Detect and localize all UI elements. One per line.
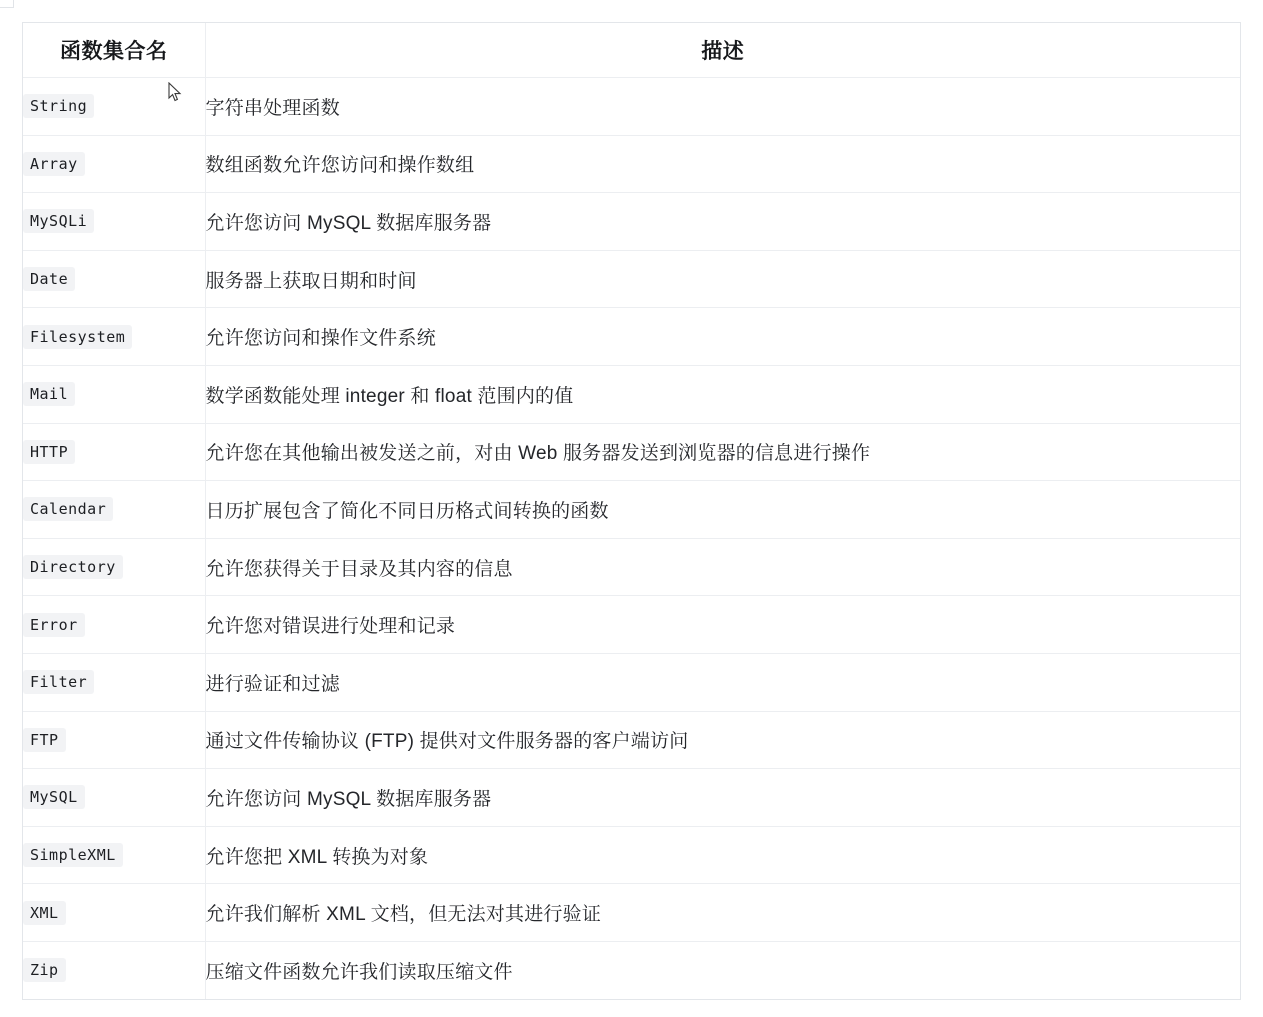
column-header-description: 描述 <box>205 23 1240 78</box>
cell-function-set-name <box>23 308 205 366</box>
function-set-code-label[interactable]: MySQLi <box>23 209 94 233</box>
cell-description: 允许您把 XML 转换为对象 <box>205 826 1240 884</box>
cell-description: 允许您在其他输出被发送之前，对由 Web 服务器发送到浏览器的信息进行操作 <box>205 423 1240 481</box>
function-set-code-label[interactable]: Calendar <box>23 497 113 521</box>
cell-function-set-name <box>23 538 205 596</box>
cell-function-set-name <box>23 135 205 193</box>
cell-function-set-name <box>23 596 205 654</box>
cell-description: 数学函数能处理 integer 和 float 范围内的值 <box>205 365 1240 423</box>
table-row <box>23 423 1240 481</box>
function-set-code-label[interactable]: Zip <box>23 958 66 982</box>
cell-function-set-name <box>23 250 205 308</box>
function-reference-table <box>23 23 1240 999</box>
function-set-code-label[interactable]: MySQL <box>23 785 85 809</box>
column-header-function-set-name: 函数集合名 <box>23 23 205 78</box>
cell-function-set-name <box>23 78 205 136</box>
function-set-code-label[interactable]: SimpleXML <box>23 843 123 867</box>
cell-description: 允许我们解析 XML 文档，但无法对其进行验证 <box>205 884 1240 942</box>
table-row <box>23 653 1240 711</box>
function-reference-table-container <box>22 22 1241 1000</box>
cell-description: 允许您访问和操作文件系统 <box>205 308 1240 366</box>
cell-function-set-name <box>23 711 205 769</box>
cell-description: 数组函数允许您访问和操作数组 <box>205 135 1240 193</box>
cell-function-set-name <box>23 653 205 711</box>
cell-function-set-name <box>23 365 205 423</box>
table-row <box>23 135 1240 193</box>
table-row <box>23 250 1240 308</box>
function-set-code-label[interactable]: FTP <box>23 728 66 752</box>
function-set-code-label[interactable]: Filesystem <box>23 325 132 349</box>
table-row <box>23 884 1240 942</box>
cell-function-set-name <box>23 826 205 884</box>
table-header-row <box>23 23 1240 78</box>
table-header <box>23 23 1240 78</box>
table-row <box>23 78 1240 136</box>
cell-function-set-name <box>23 481 205 539</box>
cell-description: 允许您获得关于目录及其内容的信息 <box>205 538 1240 596</box>
function-set-code-label[interactable]: Array <box>23 152 85 176</box>
cell-description: 允许您访问 MySQL 数据库服务器 <box>205 193 1240 251</box>
cell-description: 日历扩展包含了简化不同日历格式间转换的函数 <box>205 481 1240 539</box>
table-row <box>23 596 1240 654</box>
cell-description: 允许您访问 MySQL 数据库服务器 <box>205 769 1240 827</box>
table-row <box>23 481 1240 539</box>
table-row <box>23 769 1240 827</box>
cell-description: 压缩文件函数允许我们读取压缩文件 <box>205 961 513 983</box>
table-body <box>23 78 1240 999</box>
table-row <box>23 711 1240 769</box>
function-set-code-label[interactable]: Filter <box>23 670 94 694</box>
cell-function-set-name <box>23 941 205 998</box>
cell-description: 通过文件传输协议 (FTP) 提供对文件服务器的客户端访问 <box>205 711 1240 769</box>
table-row <box>23 826 1240 884</box>
table-row <box>23 308 1240 366</box>
function-set-code-label[interactable]: Mail <box>23 382 75 406</box>
function-set-code-label[interactable]: Date <box>23 267 75 291</box>
function-set-code-label[interactable]: Directory <box>23 555 123 579</box>
cell-function-set-name <box>23 193 205 251</box>
table-row <box>23 193 1240 251</box>
cell-function-set-name <box>23 769 205 827</box>
cell-function-set-name <box>23 423 205 481</box>
page-corner-fragment <box>0 0 14 8</box>
cell-description: 允许您对错误进行处理和记录 <box>205 596 1240 654</box>
cell-description: 服务器上获取日期和时间 <box>205 250 1240 308</box>
table-row <box>23 365 1240 423</box>
cell-description: 进行验证和过滤 <box>205 653 1240 711</box>
cell-description: 字符串处理函数 <box>205 78 1240 136</box>
table-row <box>23 941 1240 998</box>
function-set-code-label[interactable]: XML <box>23 901 66 925</box>
table-row <box>23 538 1240 596</box>
function-set-code-label[interactable]: Error <box>23 613 85 637</box>
function-set-code-label[interactable]: String <box>23 94 94 118</box>
cell-function-set-name <box>23 884 205 942</box>
function-set-code-label[interactable]: HTTP <box>23 440 75 464</box>
